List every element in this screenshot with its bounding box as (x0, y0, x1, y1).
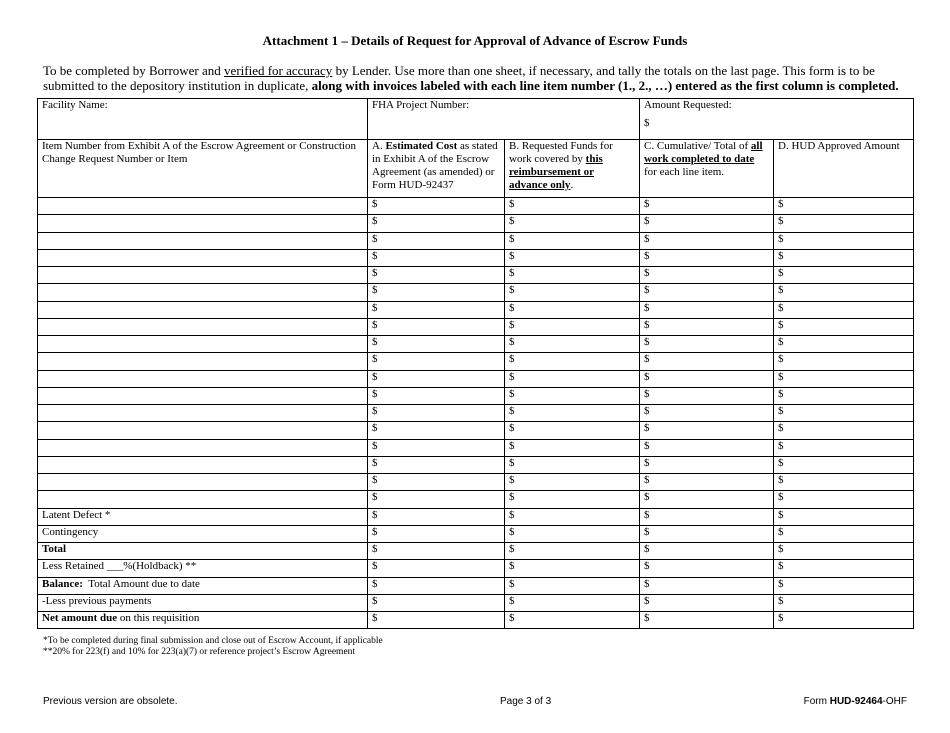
summary-label: Balance: Total Amount due to date (38, 577, 368, 594)
amount-cell-c[interactable]: $ (640, 284, 774, 301)
column-header-d: D. HUD Approved Amount (774, 140, 914, 198)
amount-cell-c[interactable]: $ (640, 525, 774, 542)
amount-cell-a[interactable]: $ (368, 267, 505, 284)
amount-cell-b[interactable]: $ (505, 422, 640, 439)
amount-cell-a[interactable]: $ (368, 422, 505, 439)
line-item-row (38, 456, 914, 473)
amount-cell-b[interactable]: $ (505, 249, 640, 266)
amount-cell-a[interactable]: $ (368, 612, 505, 629)
amount-cell-b[interactable]: $ (505, 560, 640, 577)
amount-cell-b[interactable]: $ (505, 267, 640, 284)
amount-cell-d[interactable]: $ (774, 336, 914, 353)
amount-cell-a[interactable]: $ (368, 543, 505, 560)
line-item-row (38, 422, 914, 439)
amount-cell-a[interactable]: $ (368, 370, 505, 387)
footer-obsolete-note: Previous version are obsolete. (43, 696, 178, 707)
amount-cell-d[interactable]: $ (774, 525, 914, 542)
item-number-cell[interactable] (38, 474, 368, 491)
amount-cell-c[interactable]: $ (640, 336, 774, 353)
line-item-row (38, 353, 914, 370)
line-item-row (38, 439, 914, 456)
line-item-row (38, 284, 914, 301)
amount-cell-a[interactable]: $ (368, 405, 505, 422)
item-number-cell[interactable] (38, 353, 368, 370)
column-header-c: C. Cumulative/ Total of all work completed to date for each line item. (640, 140, 774, 198)
amount-cell-c[interactable]: $ (640, 387, 774, 404)
summary-label: Less Retained ___%(Holdback) ** (38, 560, 368, 577)
amount-cell-d[interactable]: $ (774, 508, 914, 525)
line-item-row (38, 267, 914, 284)
amount-cell-d[interactable]: $ (774, 387, 914, 404)
item-number-cell[interactable] (38, 491, 368, 508)
amount-cell-b[interactable]: $ (505, 594, 640, 611)
amount-cell-c[interactable]: $ (640, 577, 774, 594)
summary-row (38, 560, 914, 577)
item-number-cell[interactable] (38, 232, 368, 249)
amount-cell-d[interactable]: $ (774, 405, 914, 422)
footer-form-number: Form HUD-92464-OHF (803, 696, 907, 707)
amount-cell-b[interactable]: $ (505, 508, 640, 525)
amount-cell-a[interactable]: $ (368, 198, 505, 215)
amount-cell-a[interactable]: $ (368, 577, 505, 594)
line-item-row (38, 198, 914, 215)
footnote-2: **20% for 223(f) and 10% for 223(a)(7) or reference project’s Escrow Agreement (43, 647, 356, 657)
column-header-item: Item Number from Exhibit A of the Escrow Agreement or Construction Change Request Number or Item (38, 140, 368, 198)
amount-cell-d[interactable]: $ (774, 560, 914, 577)
amount-cell-d[interactable]: $ (774, 215, 914, 232)
summary-label: Contingency (38, 525, 368, 542)
amount-cell-b[interactable]: $ (505, 387, 640, 404)
item-number-cell[interactable] (38, 336, 368, 353)
column-header-b: B. Requested Funds for work covered by this reimbursement or advance only. (505, 140, 640, 198)
amount-cell-d[interactable]: $ (774, 543, 914, 560)
column-header-a: A. Estimated Cost as stated in Exhibit A of the Escrow Agreement (as amended) or Form HUD-92437 (368, 140, 505, 198)
item-number-cell[interactable] (38, 215, 368, 232)
amount-cell-c[interactable]: $ (640, 508, 774, 525)
summary-label: Total (38, 543, 368, 560)
amount-cell-b[interactable]: $ (505, 405, 640, 422)
amount-cell-c[interactable]: $ (640, 318, 774, 335)
summary-row (38, 525, 914, 542)
amount-cell-d[interactable]: $ (774, 612, 914, 629)
amount-cell-c[interactable]: $ (640, 422, 774, 439)
amount-cell-b[interactable]: $ (505, 284, 640, 301)
amount-cell-b[interactable]: $ (505, 456, 640, 473)
amount-cell-c[interactable]: $ (640, 301, 774, 318)
amount-cell-d[interactable]: $ (774, 439, 914, 456)
item-number-cell[interactable] (38, 456, 368, 473)
line-item-row (38, 215, 914, 232)
amount-cell-a[interactable]: $ (368, 318, 505, 335)
item-number-cell[interactable] (38, 387, 368, 404)
amount-cell-a[interactable]: $ (368, 301, 505, 318)
amount-cell-b[interactable]: $ (505, 491, 640, 508)
amount-cell-a[interactable]: $ (368, 439, 505, 456)
line-item-row (38, 474, 914, 491)
amount-cell-b[interactable]: $ (505, 336, 640, 353)
amount-cell-b[interactable]: $ (505, 370, 640, 387)
amount-cell-d[interactable]: $ (774, 267, 914, 284)
amount-cell-c[interactable]: $ (640, 370, 774, 387)
amount-cell-c[interactable]: $ (640, 474, 774, 491)
amount-requested-field[interactable]: Amount Requested: $ (640, 99, 914, 140)
amount-cell-d[interactable]: $ (774, 594, 914, 611)
line-item-row (38, 491, 914, 508)
amount-cell-c[interactable]: $ (640, 353, 774, 370)
item-number-cell[interactable] (38, 318, 368, 335)
amount-cell-c[interactable]: $ (640, 456, 774, 473)
amount-cell-c[interactable]: $ (640, 198, 774, 215)
amount-cell-b[interactable]: $ (505, 525, 640, 542)
amount-cell-a[interactable]: $ (368, 456, 505, 473)
line-item-row (38, 318, 914, 335)
amount-cell-b[interactable]: $ (505, 612, 640, 629)
amount-cell-c[interactable]: $ (640, 267, 774, 284)
line-item-row (38, 336, 914, 353)
amount-cell-b[interactable]: $ (505, 301, 640, 318)
instructions: To be completed by Borrower and verified for accuracy by Lender. Use more than one sheet, if necessary, and tally the totals on the last page. This form is to be submitted to the depository institution in duplicate, along with invoices labeled with each line item number (1., 2., …) entered as the first column is completed. (43, 63, 899, 93)
item-number-cell[interactable] (38, 370, 368, 387)
footer-page-number: Page 3 of 3 (500, 696, 552, 707)
summary-row (38, 508, 914, 525)
amount-cell-d[interactable]: $ (774, 198, 914, 215)
item-number-cell[interactable] (38, 422, 368, 439)
amount-cell-b[interactable]: $ (505, 232, 640, 249)
amount-cell-c[interactable]: $ (640, 560, 774, 577)
amount-cell-a[interactable]: $ (368, 215, 505, 232)
fha-project-number-field[interactable]: FHA Project Number: (368, 99, 640, 140)
amount-cell-c[interactable]: $ (640, 612, 774, 629)
footnotes (43, 636, 383, 658)
summary-row (38, 594, 914, 611)
amount-cell-d[interactable]: $ (774, 353, 914, 370)
amount-cell-b[interactable]: $ (505, 353, 640, 370)
amount-cell-d[interactable]: $ (774, 318, 914, 335)
amount-cell-b[interactable]: $ (505, 543, 640, 560)
amount-cell-a[interactable]: $ (368, 508, 505, 525)
line-item-row (38, 232, 914, 249)
line-item-row (38, 387, 914, 404)
footnote-1: *To be completed during final submission and close out of Escrow Account, if applicable (43, 636, 383, 646)
amount-cell-b[interactable]: $ (505, 215, 640, 232)
amount-cell-a[interactable]: $ (368, 284, 505, 301)
amount-cell-d[interactable]: $ (774, 249, 914, 266)
amount-cell-b[interactable]: $ (505, 439, 640, 456)
amount-cell-d[interactable]: $ (774, 456, 914, 473)
amount-cell-a[interactable]: $ (368, 249, 505, 266)
amount-cell-a[interactable]: $ (368, 491, 505, 508)
amount-cell-d[interactable]: $ (774, 577, 914, 594)
line-item-row (38, 405, 914, 422)
amount-cell-c[interactable]: $ (640, 594, 774, 611)
amount-cell-d[interactable]: $ (774, 370, 914, 387)
amount-cell-a[interactable]: $ (368, 474, 505, 491)
amount-cell-b[interactable]: $ (505, 474, 640, 491)
item-number-cell[interactable] (38, 267, 368, 284)
amount-cell-a[interactable]: $ (368, 232, 505, 249)
amount-cell-c[interactable]: $ (640, 215, 774, 232)
item-number-cell[interactable] (38, 439, 368, 456)
amount-cell-d[interactable]: $ (774, 422, 914, 439)
summary-row (38, 612, 914, 629)
amount-cell-c[interactable]: $ (640, 439, 774, 456)
form-title: Attachment 1 – Details of Request for Approval of Advance of Escrow Funds (262, 33, 688, 48)
amount-cell-a[interactable]: $ (368, 560, 505, 577)
summary-label: Net amount due on this requisition (38, 612, 368, 629)
amount-cell-b[interactable]: $ (505, 198, 640, 215)
summary-label: -Less previous payments (38, 594, 368, 611)
line-item-row (38, 370, 914, 387)
item-number-cell[interactable] (38, 249, 368, 266)
summary-label: Latent Defect * (38, 508, 368, 525)
amount-cell-a[interactable]: $ (368, 594, 505, 611)
amount-cell-c[interactable]: $ (640, 405, 774, 422)
summary-row (38, 543, 914, 560)
item-number-cell[interactable] (38, 198, 368, 215)
line-item-row (38, 249, 914, 266)
amount-cell-d[interactable]: $ (774, 284, 914, 301)
amount-cell-c[interactable]: $ (640, 491, 774, 508)
line-item-row (38, 301, 914, 318)
amount-cell-d[interactable]: $ (774, 232, 914, 249)
escrow-request-table (37, 98, 914, 629)
amount-cell-a[interactable]: $ (368, 336, 505, 353)
item-number-cell[interactable] (38, 405, 368, 422)
facility-name-field[interactable]: Facility Name: (38, 99, 368, 140)
amount-cell-b[interactable]: $ (505, 318, 640, 335)
amount-cell-c[interactable]: $ (640, 249, 774, 266)
item-number-cell[interactable] (38, 284, 368, 301)
amount-cell-b[interactable]: $ (505, 577, 640, 594)
summary-row (38, 577, 914, 594)
amount-cell-d[interactable]: $ (774, 474, 914, 491)
amount-cell-a[interactable]: $ (368, 387, 505, 404)
amount-cell-c[interactable]: $ (640, 232, 774, 249)
amount-cell-d[interactable]: $ (774, 491, 914, 508)
amount-cell-a[interactable]: $ (368, 525, 505, 542)
amount-cell-a[interactable]: $ (368, 353, 505, 370)
amount-cell-d[interactable]: $ (774, 301, 914, 318)
item-number-cell[interactable] (38, 301, 368, 318)
amount-cell-c[interactable]: $ (640, 543, 774, 560)
